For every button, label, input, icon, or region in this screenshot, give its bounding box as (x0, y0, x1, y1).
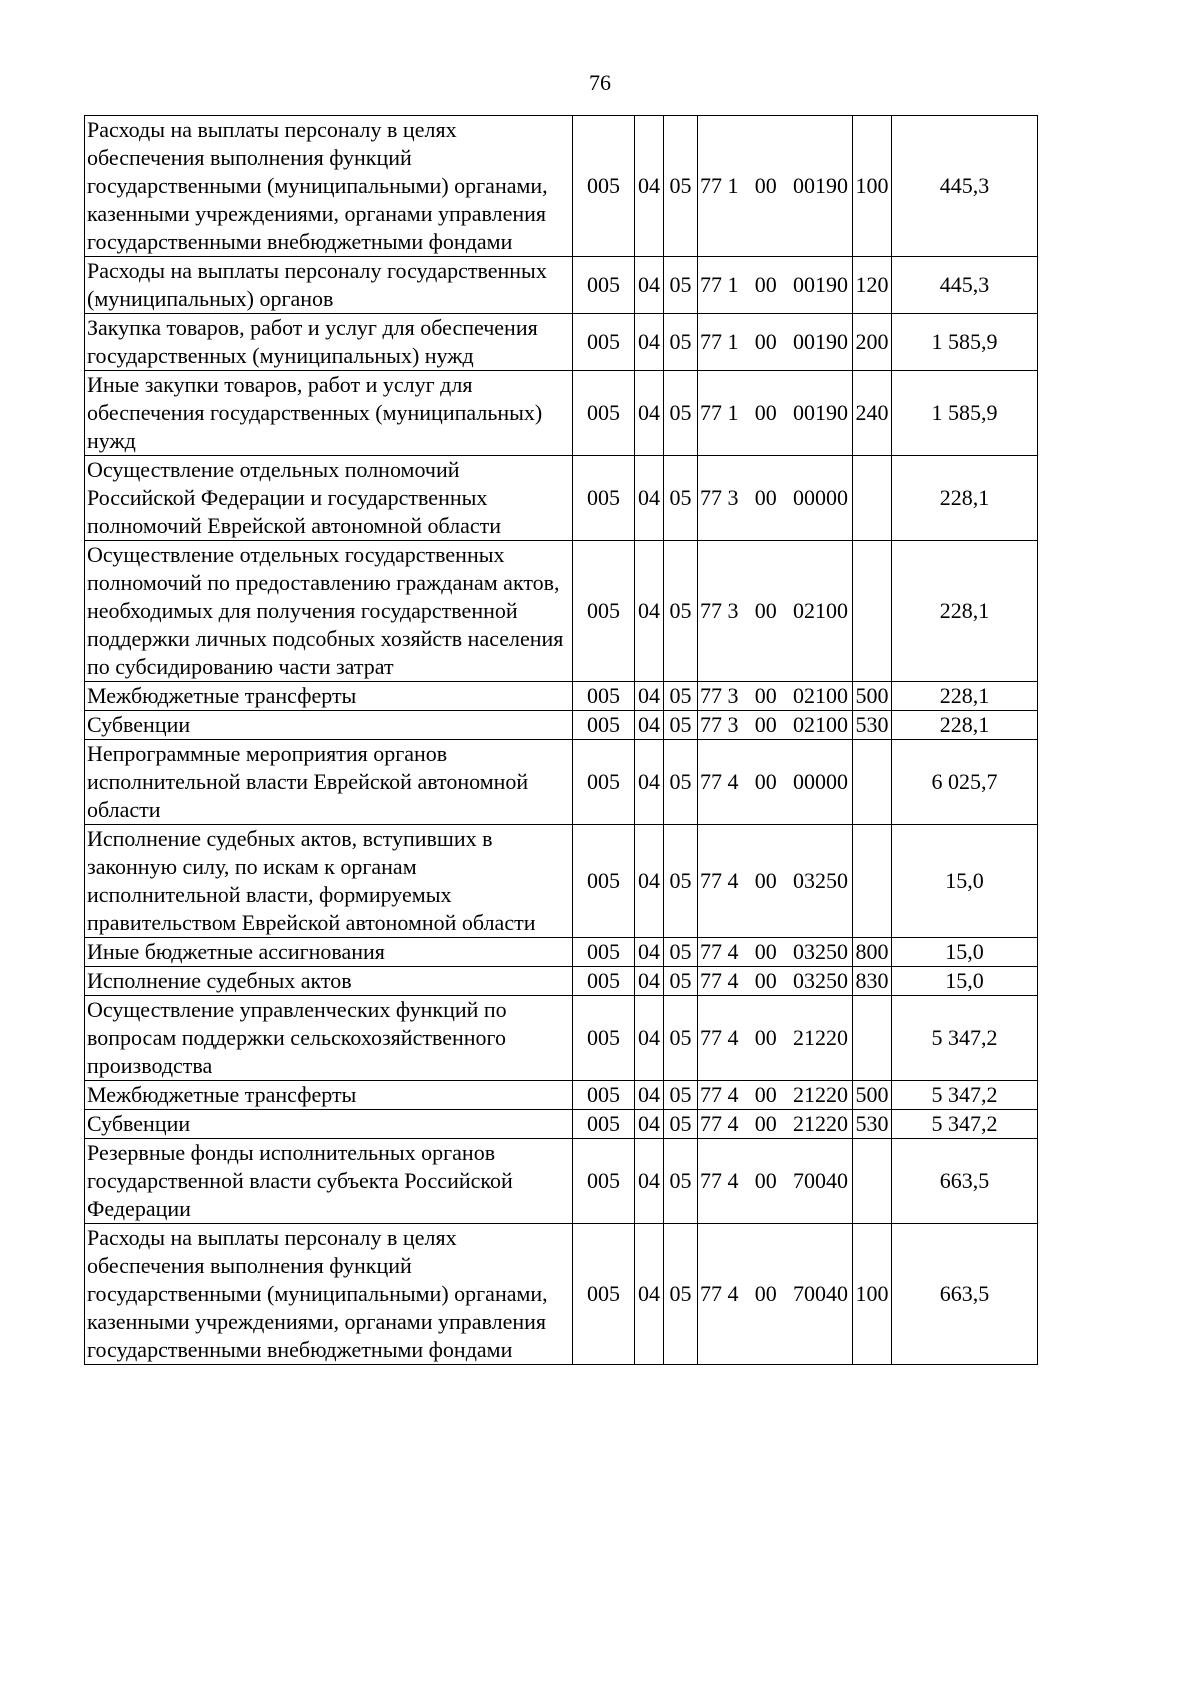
item-code: 70040 (793, 1281, 848, 1306)
target-article-code (698, 116, 853, 257)
table-row (85, 1110, 1038, 1139)
amount-value: 663,5 (892, 1139, 1038, 1224)
table-row (85, 314, 1038, 371)
table-row (85, 825, 1038, 938)
target-article-code (698, 541, 853, 682)
item-code: 03250 (793, 868, 848, 893)
section-code: 04 (635, 938, 664, 967)
amount-value: 15,0 (892, 967, 1038, 996)
target-article-code (698, 938, 853, 967)
program-code: 77 3 (700, 598, 739, 623)
subprogram-code: 00 (754, 1111, 777, 1136)
section-code: 04 (635, 682, 664, 711)
subsection-code: 05 (664, 938, 698, 967)
table-row (85, 1139, 1038, 1224)
subsection-code: 05 (664, 825, 698, 938)
target-article-code (698, 1139, 853, 1224)
ministry-code: 005 (573, 314, 635, 371)
subsection-code: 05 (664, 314, 698, 371)
table-row (85, 456, 1038, 541)
section-code: 04 (635, 456, 664, 541)
amount-value: 445,3 (892, 257, 1038, 314)
subsection-code: 05 (664, 371, 698, 456)
subsection-code: 05 (664, 116, 698, 257)
item-code: 02100 (793, 683, 848, 708)
subprogram-code: 00 (754, 968, 777, 993)
item-code: 03250 (793, 968, 848, 993)
item-code: 00190 (793, 329, 848, 354)
item-code: 03250 (793, 939, 848, 964)
amount-value: 1 585,9 (892, 371, 1038, 456)
amount-value: 5 347,2 (892, 1110, 1038, 1139)
target-article-code (698, 967, 853, 996)
subsection-code: 05 (664, 1139, 698, 1224)
ministry-code: 005 (573, 711, 635, 740)
item-code: 00190 (793, 173, 848, 198)
table-row (85, 371, 1038, 456)
subsection-code: 05 (664, 740, 698, 825)
target-article-code (698, 711, 853, 740)
expense-name: Исполнение судебных актов (85, 967, 573, 996)
table-row (85, 938, 1038, 967)
section-code: 04 (635, 314, 664, 371)
section-code: 04 (635, 1139, 664, 1224)
expense-name: Закупка товаров, работ и услуг для обеспечения государственных (муниципальных) нужд (85, 314, 573, 371)
expense-name: Непрограммные мероприятия органов исполнительной власти Еврейской автономной области (85, 740, 573, 825)
subsection-code: 05 (664, 711, 698, 740)
subprogram-code: 00 (754, 329, 777, 354)
section-code: 04 (635, 1110, 664, 1139)
subsection-code: 05 (664, 996, 698, 1081)
subprogram-code: 00 (754, 1082, 777, 1107)
expense-kind-code (853, 456, 892, 541)
table-row (85, 996, 1038, 1081)
amount-value: 228,1 (892, 682, 1038, 711)
table-row (85, 1081, 1038, 1110)
amount-value: 228,1 (892, 541, 1038, 682)
expense-kind-code: 500 (853, 1081, 892, 1110)
subsection-code: 05 (664, 1110, 698, 1139)
item-code: 21220 (793, 1082, 848, 1107)
program-code: 77 4 (700, 968, 739, 993)
program-code: 77 3 (700, 712, 739, 737)
ministry-code: 005 (573, 1139, 635, 1224)
program-code: 77 1 (700, 400, 739, 425)
target-article-code (698, 456, 853, 541)
target-article-code (698, 314, 853, 371)
amount-value: 228,1 (892, 711, 1038, 740)
target-article-code (698, 1081, 853, 1110)
item-code: 21220 (793, 1025, 848, 1050)
expense-kind-code: 500 (853, 682, 892, 711)
program-code: 77 4 (700, 868, 739, 893)
subsection-code: 05 (664, 1224, 698, 1365)
table-row (85, 541, 1038, 682)
expense-kind-code: 240 (853, 371, 892, 456)
budget-table (84, 115, 1038, 1365)
ministry-code: 005 (573, 938, 635, 967)
expense-kind-code: 800 (853, 938, 892, 967)
subprogram-code: 00 (754, 712, 777, 737)
ministry-code: 005 (573, 257, 635, 314)
ministry-code: 005 (573, 682, 635, 711)
program-code: 77 4 (700, 1281, 739, 1306)
target-article-code (698, 257, 853, 314)
table-row (85, 967, 1038, 996)
expense-name: Иные закупки товаров, работ и услуг для обеспечения государственных (муниципальных) нужд (85, 371, 573, 456)
expense-kind-code: 200 (853, 314, 892, 371)
section-code: 04 (635, 1081, 664, 1110)
target-article-code (698, 825, 853, 938)
program-code: 77 3 (700, 485, 739, 510)
program-code: 77 3 (700, 683, 739, 708)
subprogram-code: 00 (754, 400, 777, 425)
subprogram-code: 00 (754, 598, 777, 623)
expense-kind-code: 120 (853, 257, 892, 314)
ministry-code: 005 (573, 740, 635, 825)
ministry-code: 005 (573, 967, 635, 996)
section-code: 04 (635, 116, 664, 257)
section-code: 04 (635, 1224, 664, 1365)
ministry-code: 005 (573, 116, 635, 257)
section-code: 04 (635, 967, 664, 996)
item-code: 70040 (793, 1168, 848, 1193)
amount-value: 15,0 (892, 825, 1038, 938)
expense-kind-code: 530 (853, 1110, 892, 1139)
ministry-code: 005 (573, 541, 635, 682)
ministry-code: 005 (573, 1110, 635, 1139)
item-code: 00000 (793, 769, 848, 794)
table-row (85, 711, 1038, 740)
target-article-code (698, 740, 853, 825)
expense-kind-code (853, 1139, 892, 1224)
expense-name: Осуществление управленческих функций по вопросам поддержки сельскохозяйственного производства (85, 996, 573, 1081)
target-article-code (698, 371, 853, 456)
amount-value: 663,5 (892, 1224, 1038, 1365)
subsection-code: 05 (664, 1081, 698, 1110)
expense-name: Субвенции (85, 1110, 573, 1139)
expense-name: Исполнение судебных актов, вступивших в законную силу, по искам к органам исполнительной власти, формируемых правительством Еврейской автономной области (85, 825, 573, 938)
program-code: 77 4 (700, 1082, 739, 1107)
expense-kind-code (853, 825, 892, 938)
target-article-code (698, 1110, 853, 1139)
expense-name: Межбюджетные трансферты (85, 1081, 573, 1110)
subsection-code: 05 (664, 967, 698, 996)
amount-value: 445,3 (892, 116, 1038, 257)
section-code: 04 (635, 740, 664, 825)
subprogram-code: 00 (754, 173, 777, 198)
expense-name: Расходы на выплаты персоналу в целях обеспечения выполнения функций государственными (муниципальными) органами, казенными учреждениями, органами управления государственными внебюджетными фондами (85, 1224, 573, 1365)
expense-kind-code: 100 (853, 116, 892, 257)
subprogram-code: 00 (754, 1025, 777, 1050)
expense-name: Резервные фонды исполнительных органов государственной власти субъекта Российской Федерации (85, 1139, 573, 1224)
expense-name: Осуществление отдельных полномочий Российской Федерации и государственных полномочий Еврейской автономной области (85, 456, 573, 541)
expense-kind-code: 100 (853, 1224, 892, 1365)
section-code: 04 (635, 996, 664, 1081)
table-row (85, 257, 1038, 314)
item-code: 00190 (793, 400, 848, 425)
item-code: 21220 (793, 1111, 848, 1136)
section-code: 04 (635, 257, 664, 314)
section-code: 04 (635, 711, 664, 740)
section-code: 04 (635, 371, 664, 456)
expense-name: Расходы на выплаты персоналу в целях обеспечения выполнения функций государственными (муниципальными) органами, казенными учреждениями, органами управления государственными внебюджетными фондами (85, 116, 573, 257)
program-code: 77 4 (700, 1025, 739, 1050)
subsection-code: 05 (664, 541, 698, 682)
expense-name: Иные бюджетные ассигнования (85, 938, 573, 967)
section-code: 04 (635, 541, 664, 682)
program-code: 77 4 (700, 1111, 739, 1136)
amount-value: 1 585,9 (892, 314, 1038, 371)
page-number: 76 (589, 70, 611, 95)
program-code: 77 1 (700, 272, 739, 297)
subsection-code: 05 (664, 257, 698, 314)
item-code: 02100 (793, 712, 848, 737)
ministry-code: 005 (573, 996, 635, 1081)
table-row (85, 1224, 1038, 1365)
program-code: 77 1 (700, 173, 739, 198)
ministry-code: 005 (573, 371, 635, 456)
ministry-code: 005 (573, 456, 635, 541)
table-row (85, 682, 1038, 711)
expense-name: Субвенции (85, 711, 573, 740)
subprogram-code: 00 (754, 939, 777, 964)
expense-kind-code: 830 (853, 967, 892, 996)
subprogram-code: 00 (754, 272, 777, 297)
table-row (85, 740, 1038, 825)
subprogram-code: 00 (754, 1168, 777, 1193)
ministry-code: 005 (573, 1081, 635, 1110)
program-code: 77 4 (700, 769, 739, 794)
subsection-code: 05 (664, 682, 698, 711)
program-code: 77 4 (700, 1168, 739, 1193)
subprogram-code: 00 (754, 769, 777, 794)
ministry-code: 005 (573, 1224, 635, 1365)
expense-kind-code: 530 (853, 711, 892, 740)
subprogram-code: 00 (754, 868, 777, 893)
target-article-code (698, 1224, 853, 1365)
expense-name: Расходы на выплаты персоналу государственных (муниципальных) органов (85, 257, 573, 314)
subprogram-code: 00 (754, 1281, 777, 1306)
amount-value: 15,0 (892, 938, 1038, 967)
expense-name: Осуществление отдельных государственных полномочий по предоставлению гражданам актов, необходимых для получения государственной поддержки личных подсобных хозяйств населения по субсидированию части затрат (85, 541, 573, 682)
expense-kind-code (853, 541, 892, 682)
subsection-code: 05 (664, 456, 698, 541)
item-code: 00000 (793, 485, 848, 510)
subprogram-code: 00 (754, 683, 777, 708)
expense-kind-code (853, 740, 892, 825)
amount-value: 5 347,2 (892, 1081, 1038, 1110)
target-article-code (698, 996, 853, 1081)
section-code: 04 (635, 825, 664, 938)
amount-value: 228,1 (892, 456, 1038, 541)
program-code: 77 1 (700, 329, 739, 354)
program-code: 77 4 (700, 939, 739, 964)
item-code: 02100 (793, 598, 848, 623)
subprogram-code: 00 (754, 485, 777, 510)
target-article-code (698, 682, 853, 711)
amount-value: 5 347,2 (892, 996, 1038, 1081)
amount-value: 6 025,7 (892, 740, 1038, 825)
item-code: 00190 (793, 272, 848, 297)
ministry-code: 005 (573, 825, 635, 938)
expense-name: Межбюджетные трансферты (85, 682, 573, 711)
table-row (85, 116, 1038, 257)
expense-kind-code (853, 996, 892, 1081)
